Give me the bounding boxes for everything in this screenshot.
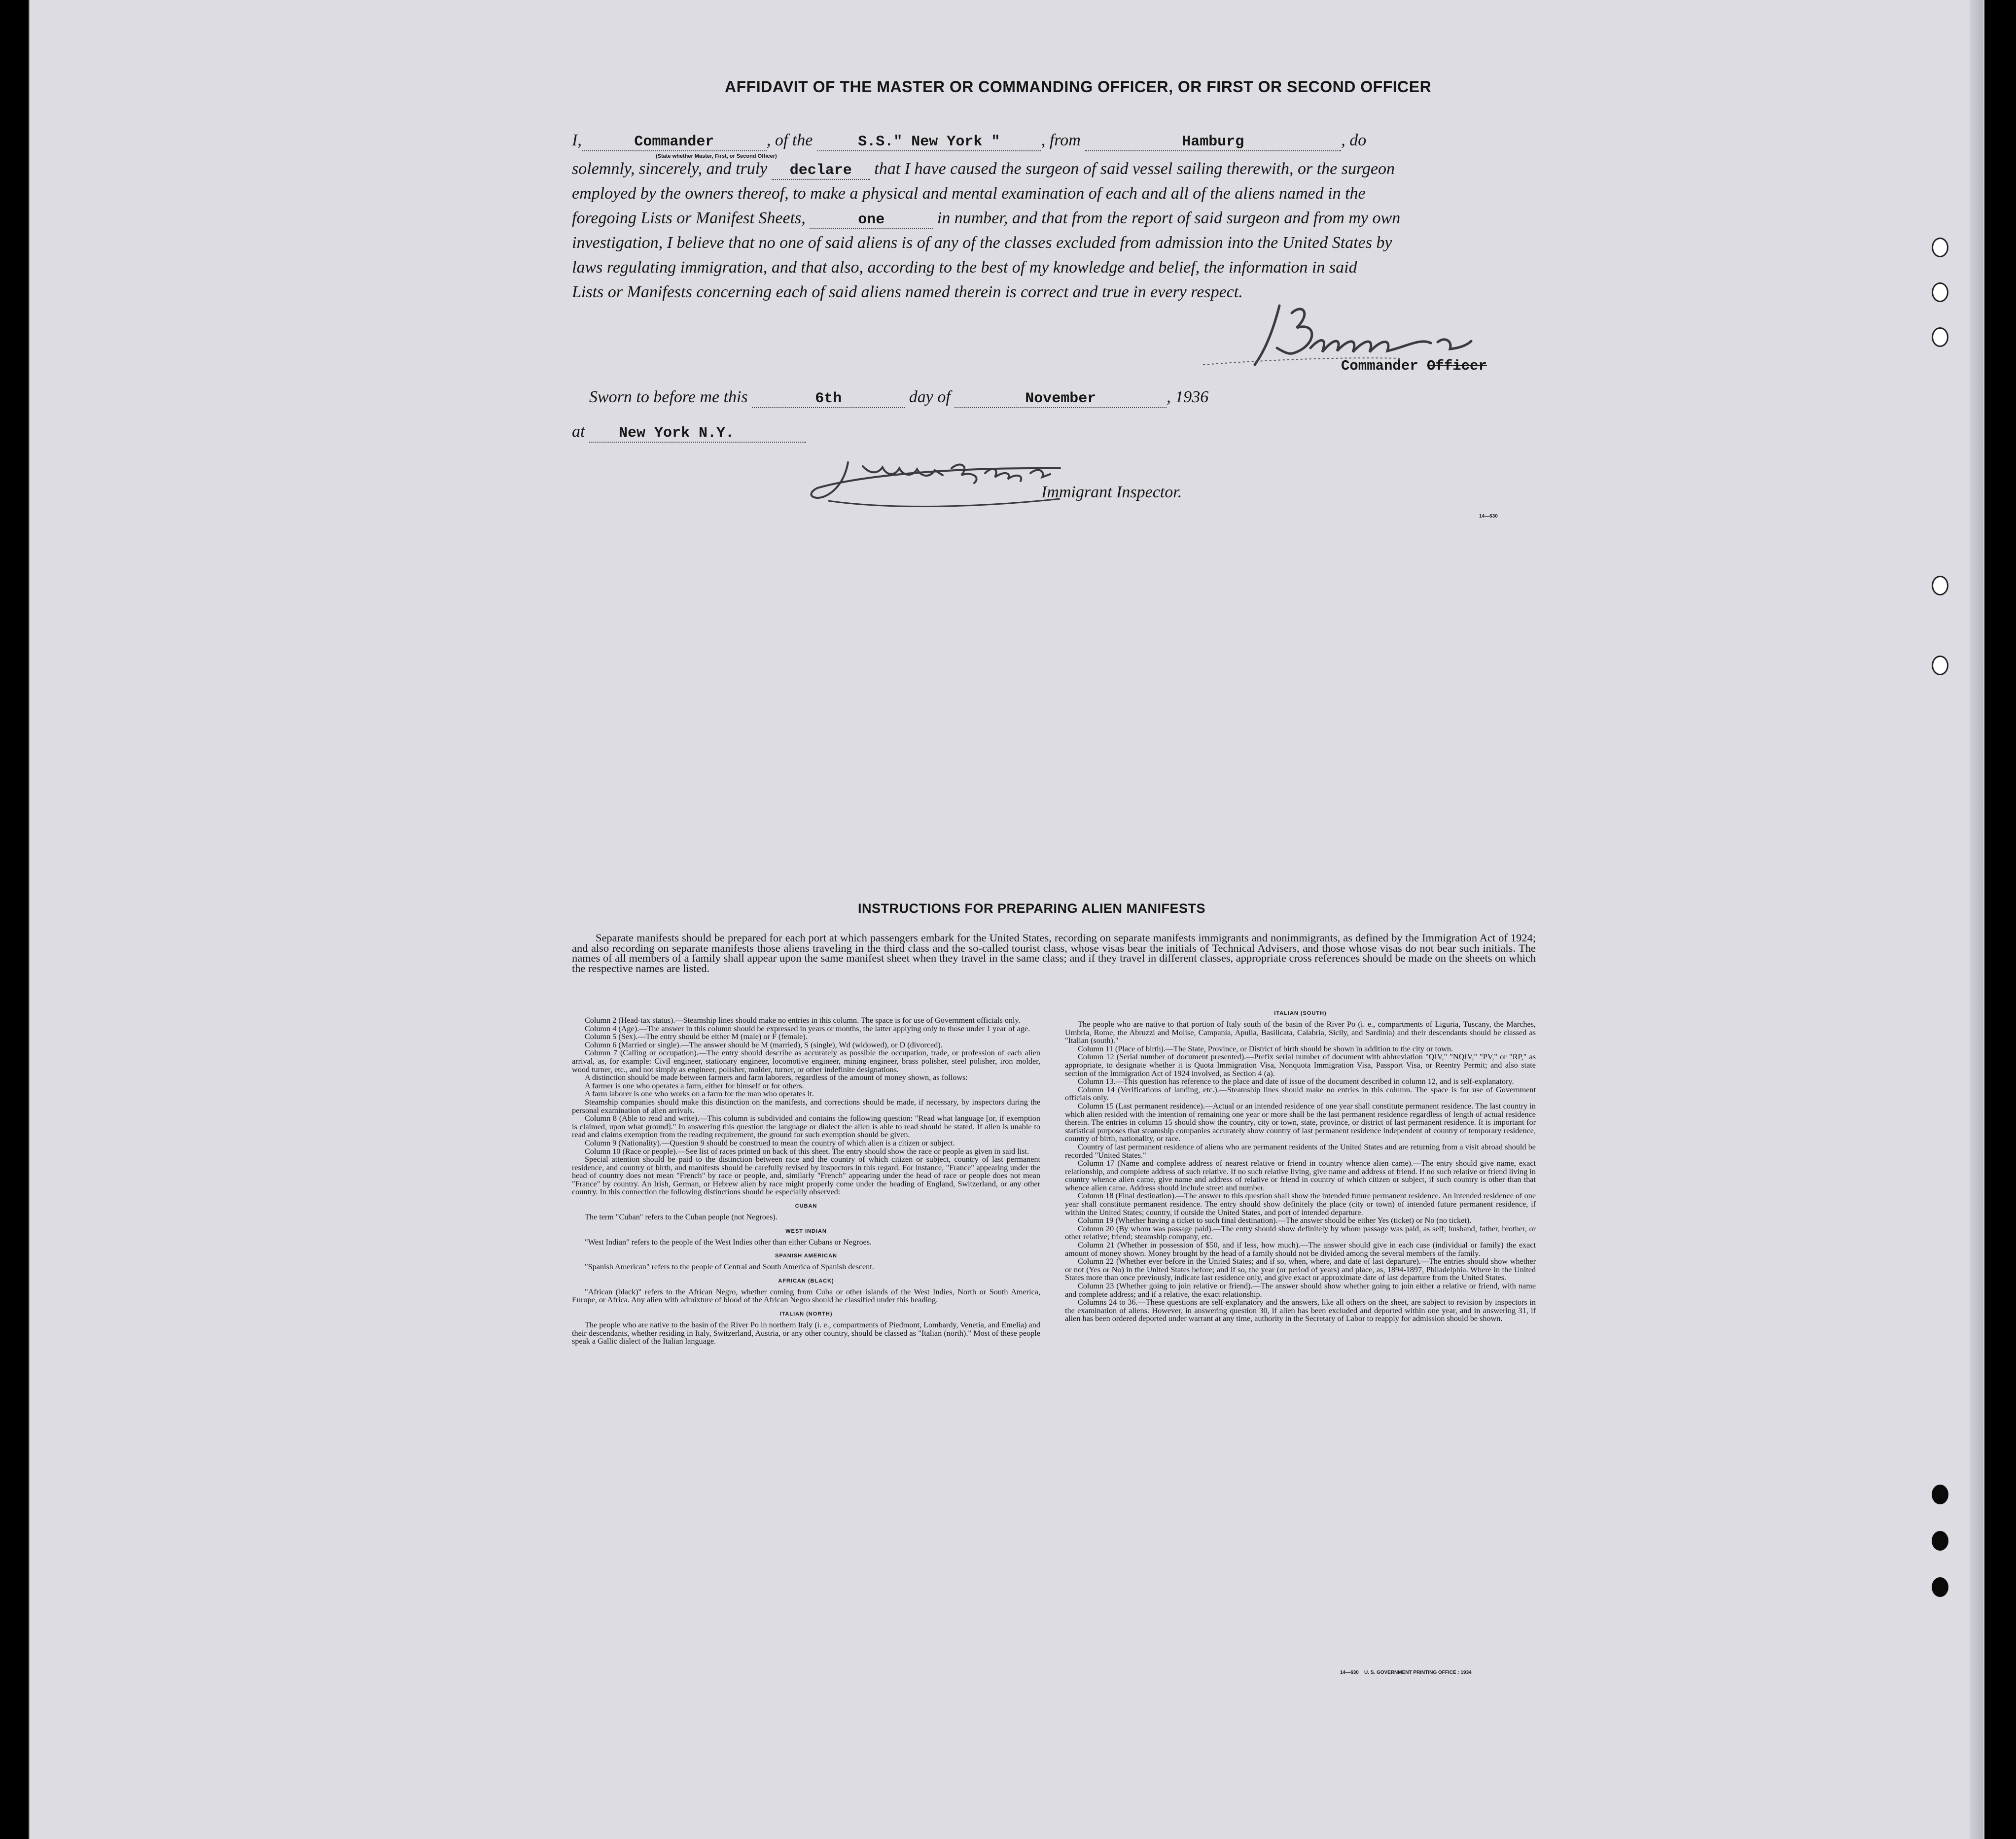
affidavit-line-5: investigation, I believe that no one of said aliens is of any of the classes excluded from admission into the United States by (572, 234, 1392, 252)
instruction-paragraph: Column 5 (Sex).—The entry should be either M (male) or F (female). (585, 1032, 808, 1041)
instruction-paragraph: Column 9 (Nationality).—Question 9 should be construed to mean the country of which alien is a citizen or subject. (585, 1138, 955, 1147)
rank-note: (State whether Master, First, or Second Officer) (656, 153, 777, 159)
binder-hole-4 (1932, 576, 1948, 595)
instruction-paragraph: Column 11 (Place of birth).—The State, Province, or District of birth should be shown in addition to the city or town. (1078, 1044, 1453, 1053)
commander-signoff: Commander Officer (1341, 358, 1487, 374)
affidavit-line-6: laws regulating immigration, and that also, according to the best of my knowledge and belief, the information in said (572, 258, 1357, 277)
port-field: Hamburg (1085, 134, 1341, 151)
heading-west-indian: WEST INDIAN (785, 1228, 827, 1234)
instruction-paragraph: Columns 24 to 36.—These questions are self-explanatory and the answers, like all others on the sheet, are subject to revision by inspectors in the examination of aliens. However, in answering question 30, if alien has been excluded and deported within one year, and in answering 31, if alien has been ordered deported under warrant at any time, authority in the Secretary of Labor to reapply for admission should be shown. (1065, 1298, 1536, 1323)
sheet-count-field: one (810, 211, 933, 229)
instructions-title: INSTRUCTIONS FOR PREPARING ALIEN MANIFESTS (858, 901, 1206, 916)
instruction-paragraph: Steamship companies should make this distinction on the manifests, and corrections should be made, if necessary, by inspectors during the personal examination of alien arrivals. (572, 1097, 1040, 1115)
heading-spanish-american: SPANISH AMERICAN (775, 1253, 837, 1259)
binder-hole-5 (1932, 656, 1948, 675)
binder-hole-6 (1932, 1485, 1948, 1504)
instruction-paragraph: A distinction should be made between farmers and farm laborers, regardless of the amount of money shown, as follows: (585, 1073, 968, 1082)
ship-field: S.S." New York " (817, 134, 1041, 151)
instruction-paragraph: Column 6 (Married or single).—The answer should be M (married), S (single), Wd (widowed), or D (divorced). (585, 1040, 943, 1049)
instruction-paragraph: Column 23 (Whether going to join relative or friend).—The answer should show whether going to join either a relative or friend, with name and complete address; and if a relative, the exact relationship. (1065, 1282, 1536, 1299)
instruction-paragraph: Country of last permanent residence of aliens who are permanent residents of the United States and are returning from a visit abroad should be recorded "United States." (1065, 1142, 1536, 1160)
heading-italian-south: ITALIAN (SOUTH) (1274, 1010, 1327, 1016)
day-field: 6th (752, 390, 905, 408)
binder-hole-8 (1932, 1577, 1948, 1597)
instruction-paragraph: Column 7 (Calling or occupation).—The entry should describe as accurately as possible the occupation, trade, or profession of each alien arrival, as, for example: Civil engineer, stationary engineer, locomotive engineer, mining engineer, brass polisher, steel polisher, iron molder, wood turner, etc., and not simply as engineer, polisher, molder, turner, or other indefinite designations. (572, 1048, 1040, 1074)
affidavit-title: AFFIDAVIT OF THE MASTER OR COMMANDING OFFICER, OR FIRST OR SECOND OFFICER (725, 78, 1432, 96)
instruction-paragraph: Column 12 (Serial number of document presented).—Prefix serial number of document with abbreviation "QIV," "NQIV," "PV," or "RP," as appropriate, to designate whether it is Quota Immigration Visa, Nonquota Immigration Visa, Passport Visa, or Reentry Permit; and also state section of the Immigration Act of 1924 involved, as Section 4 (a). (1065, 1052, 1536, 1078)
instruction-paragraph: Column 15 (Last permanent residence).—Actual or an intended residence of one year shall constitute permanent residence. The last country in which alien resided with the intention of remaining one year or more shall be the last permanent residence regardless of length of actual residence therein. The entries in column 15 should show the country, city or town, state, province, or district of last permanent residence. It is important for statistical purposes that steamship companies accurately show country of last permanent residence independent of country of temporary residence, country of birth, nationality, or race. (1065, 1101, 1536, 1144)
affidavit-line-1: I, Commander , of the S.S." New York " , from Hamburg , do (572, 131, 1367, 150)
affidavit-line-2: solemnly, sincerely, and truly declare that I have caused the surgeon of said vessel sailing therewith, or the surgeon (572, 160, 1395, 179)
affidavit-line-7: Lists or Manifests concerning each of said aliens named therein is correct and true in every respect. (572, 283, 1243, 301)
instruction-paragraph: The people who are native to the basin of the River Po in northern Italy (i. e., compartments of Piedmont, Lombardy, Venetia, and Emelia) and their descendants, whether residing in Italy, Switzerland, Austria, or any other country, should be classed as "Italian (north)." Most of these people speak a Gallic dialect of the Italian language. (572, 1320, 1040, 1346)
binder-hole-1 (1932, 238, 1948, 257)
binder-hole-7 (1932, 1531, 1948, 1551)
instruction-paragraph: Column 13.—This question has reference to the place and date of issue of the document described in column 12, and is self-explanatory. (1078, 1077, 1514, 1086)
place-field: New York N.Y. (589, 425, 806, 443)
instructions-left-column (572, 1016, 1040, 1346)
affidavit-line-4: foregoing Lists or Manifest Sheets, one in number, and that from the report of said surgeon and from my own (572, 209, 1401, 228)
instruction-paragraph: Column 19 (Whether having a ticket to such final destination).—The answer should be either Yes (ticket) or No (no ticket). (1078, 1216, 1472, 1225)
instructions-right-column (1065, 1010, 1536, 1323)
inspector-title: Immigrant Inspector. (1041, 483, 1182, 501)
instruction-paragraph: A farm laborer is one who works on a farm for the man who operates it. (585, 1089, 814, 1099)
instruction-paragraph: Column 8 (Able to read and write).—This column is subdivided and contains the following question: "Read what language [or, if exemption is claimed, upon what ground]." In answering this question the language or dialect the alien is able to read should be stated. If alien is unable to read and claims exemption from the reading requirement, the ground for such exemption should be given. (572, 1114, 1040, 1140)
instruction-paragraph: Column 17 (Name and complete address of nearest relative or friend in country whence alien came).—The entry should give name, exact relationship, and complete address of such relative. If no such relative living, give name and address of friend. If no such relative or friend living in country whence alien came, give name and address of relative or friend in country of which citizen or subject, if such country is other than that whence alien came. Address should include street and number. (1065, 1159, 1536, 1192)
instruction-paragraph: Column 22 (Whether ever before in the United States; and if so, when, where, and date of last departure).—The entries should show whether or not (Yes or No) in the United States before; and if so, the year (or period of years) and place, as, 1894-1897, Philadelphia. Where in the United States more than once previously, indicate last residence only, and give exact or approximate date of last departure from the United States. (1065, 1257, 1536, 1283)
year-field: 36 (1192, 388, 1209, 406)
footer-form-number: 14—630 U. S. GOVERNMENT PRINTING OFFICE : 1934 (1340, 1670, 1472, 1675)
instruction-paragraph: Special attention should be paid to the distinction between race and the country of which citizen or subject, country of last permanent residence, and country of birth, and manifests should be carefully revised by inspectors in this regard. For instance, "France" appearing under the head of country does not mean "French" by race or people, and, similarly "French" appearing under the head of race or people does not mean "France" by country. An Irish, German, or Hebrew alien by race might properly come under the heading of England, Switzerland, or any other country. In this connection the following distinctions should be especially observed: (572, 1155, 1040, 1197)
affidavit-line-3: employed by the owners thereof, to make a physical and mental examination of each and all of the aliens named in the (572, 184, 1366, 203)
form-number: 14—630 (1479, 514, 1498, 519)
instructions-intro: Separate manifests should be prepared for each port at which passengers embark for the United States, recording on separate manifests immigrants and nonimmigrants, as defined by the Immigration Act of 1924; and also recording on separate manifests those aliens traveling in the third class and the so-called tourist class, whose visas bear the initials of Technical Advisers, and those whose visas do not bear such initials. The names of all members of a family shall appear upon the same manifest sheet when they travel in the same class; and if they travel in different classes, appropriate cross references should be made on the sheets on which the respective names are listed. (572, 932, 1536, 974)
instruction-paragraph: Column 2 (Head-tax status).—Steamship lines should make no entries in this column. The space is for use of Government officials only. (585, 1016, 1021, 1025)
binder-hole-3 (1932, 327, 1948, 347)
heading-italian-north: ITALIAN (NORTH) (779, 1311, 833, 1318)
month-field: November (955, 390, 1167, 408)
heading-african: AFRICAN (BLACK) (778, 1278, 834, 1284)
instruction-paragraph: Column 10 (Race or people).—See list of races printed on back of this sheet. The entry should show the race or people as given in said list. (585, 1146, 1029, 1156)
declare-field: declare (772, 162, 870, 180)
heading-cuban: CUBAN (795, 1203, 817, 1210)
instruction-paragraph: The people who are native to that portion of Italy south of the basin of the River Po (i. e., compartments of Liguria, Tuscany, the Marches, Umbria, Rome, the Abruzzi and Molise, Campania, Apulia, Basilicata, Calabria, Sicily, and Sardinia) and their descendants should be classed as "Italian (south)." (1065, 1020, 1536, 1045)
instruction-paragraph: "Spanish American" refers to the people of Central and South America of Spanish descent. (585, 1262, 874, 1272)
instruction-paragraph: The term "Cuban" refers to the Cuban people (not Negroes). (585, 1213, 778, 1222)
instruction-paragraph: "West Indian" refers to the people of the West Indies other than either Cubans or Negroes. (585, 1237, 872, 1247)
instruction-paragraph: Column 4 (Age).—The answer in this column should be expressed in years or months, the latter applying only to those under 1 year of age. (585, 1024, 1030, 1033)
instruction-paragraph: Column 20 (By whom was passage paid).—The entry should show definitely by whom passage was paid, as self; husband, father, brother, or other relative; friend; steamship company, etc. (1065, 1224, 1536, 1242)
binder-hole-2 (1932, 282, 1948, 302)
page-edge (1970, 0, 1983, 1839)
rank-field: Commander (582, 134, 767, 151)
sworn-line: Sworn to before me this 6th day of November , 1936 (589, 388, 1209, 407)
instruction-paragraph: Column 21 (Whether in possession of $50, and if less, how much).—The answer should give in each case (individual or family) the exact amount of money shown. Money brought by the head of a family should not be divided among the several members of the family. (1065, 1241, 1536, 1258)
instruction-paragraph: A farmer is one who operates a farm, either for himself or for others. (585, 1081, 804, 1090)
instruction-paragraph: Column 18 (Final destination).—The answer to this question shall show the intended future permanent residence. An intended residence of one year shall constitute permanent residence. The entry should show definitely the place (city or town) of intended future permanent residence, if within the United States; country, if outside the United States, and port of intended departure. (1065, 1191, 1536, 1217)
place-line: at New York N.Y. (572, 422, 1543, 443)
instruction-paragraph: Column 14 (Verifications of landing, etc.).—Steamship lines should make no entries in this column. The space is for use of Government officials only. (1065, 1085, 1536, 1103)
instruction-paragraph: "African (black)" refers to the African Negro, whether coming from Cuba or other islands of the West Indies, North or South America, Europe, or Africa. Any alien with admixture of blood of the African Negro should be classified under this heading. (572, 1287, 1040, 1305)
